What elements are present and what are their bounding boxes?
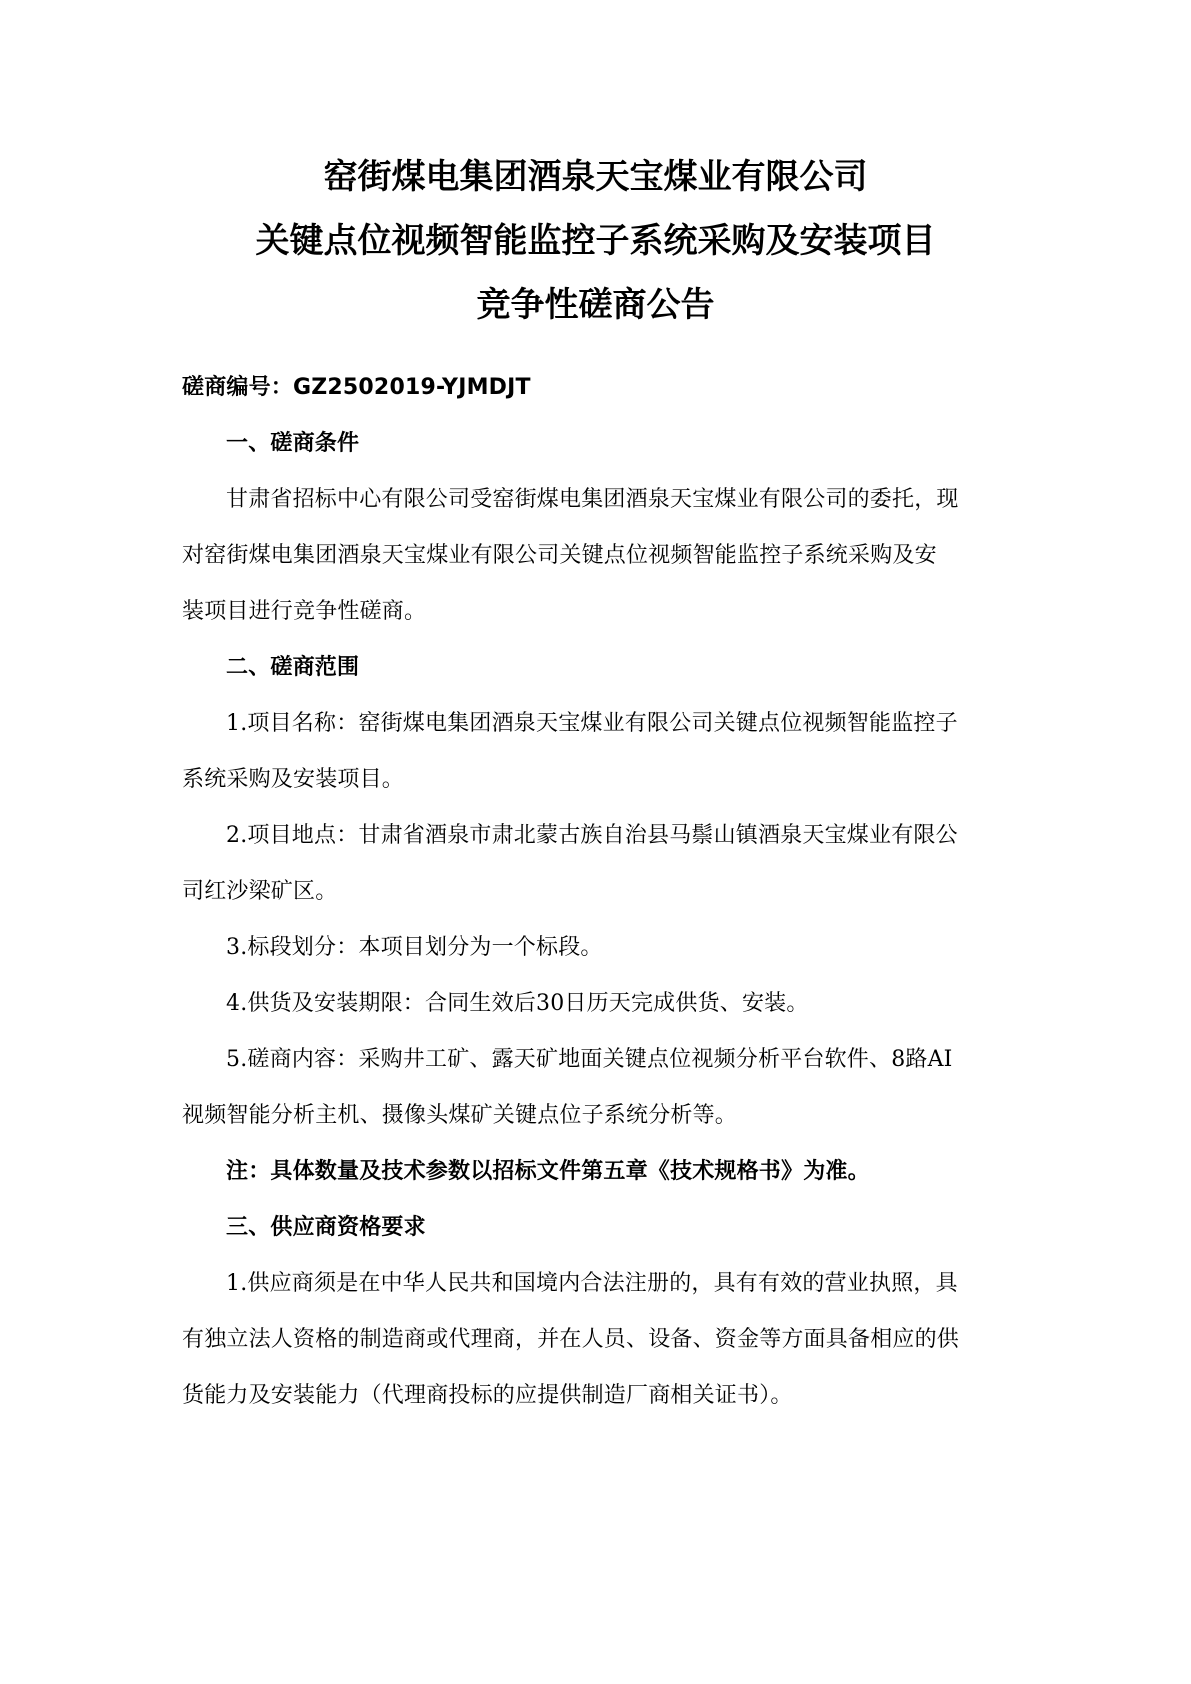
document-body	[182, 360, 1020, 1424]
section-heading-conditions: 一、磋商条件	[226, 431, 360, 456]
consultation-number: 磋商编号：GZ2502019-YJMDJT	[182, 375, 531, 400]
scope-item-project-name: 1.项目名称：窑街煤电集团酒泉天宝煤业有限公司关键点位视频智能监控子	[226, 711, 958, 736]
scope-note: 注：具体数量及技术参数以招标文件第五章《技术规格书》为准。	[226, 1159, 870, 1184]
title-line-company: 窑街煤电集团酒泉天宝煤业有限公司	[323, 157, 868, 197]
paragraph-line: 有独立法人资格的制造商或代理商，并在人员、设备、资金等方面具备相应的供	[182, 1327, 960, 1352]
paragraph-line: 货能力及安装能力（代理商投标的应提供制造厂商相关证书）。	[182, 1383, 793, 1408]
scope-item-period: 4.供货及安装期限：合同生效后30日历天完成供货、安装。	[226, 991, 809, 1016]
scope-item-content: 5.磋商内容：采购井工矿、露天矿地面关键点位视频分析平台软件、8路AI	[226, 1047, 953, 1072]
scope-item-lot: 3.标段划分：本项目划分为一个标段。	[226, 935, 603, 960]
scope-item-location-cont: 司红沙梁矿区。	[182, 879, 338, 904]
paragraph-line: 对窑街煤电集团酒泉天宝煤业有限公司关键点位视频智能监控子系统采购及安	[182, 543, 937, 568]
section-heading-qualifications: 三、供应商资格要求	[226, 1215, 426, 1240]
paragraph-line: 装项目进行竞争性磋商。	[182, 599, 427, 624]
document-title	[0, 145, 1191, 337]
section-heading-scope: 二、磋商范围	[226, 655, 360, 680]
scope-item-project-name-cont: 系统采购及安装项目。	[182, 767, 405, 792]
title-line-notice-type: 竞争性磋商公告	[476, 285, 715, 325]
paragraph-line: 1.供应商须是在中华人民共和国境内合法注册的，具有有效的营业执照，具	[226, 1271, 958, 1296]
paragraph-line: 甘肃省招标中心有限公司受窑街煤电集团酒泉天宝煤业有限公司的委托，现	[226, 487, 959, 512]
scope-item-content-cont: 视频智能分析主机、摄像头煤矿关键点位子系统分析等。	[182, 1103, 738, 1128]
scope-item-location: 2.项目地点：甘肃省酒泉市肃北蒙古族自治县马鬃山镇酒泉天宝煤业有限公	[226, 823, 958, 848]
title-line-project: 关键点位视频智能监控子系统采购及安装项目	[255, 221, 936, 261]
